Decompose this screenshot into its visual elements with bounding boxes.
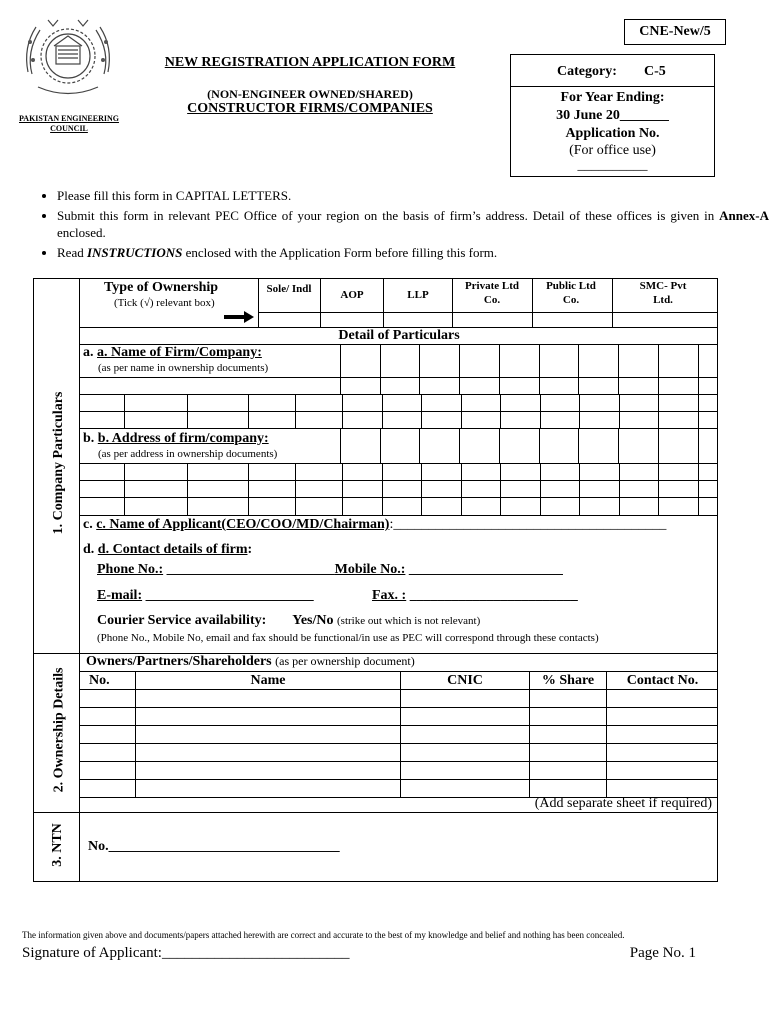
firm-name-grid-2[interactable]	[79, 394, 718, 429]
instruction-text: enclosed with the Application Form before filling this form.	[182, 245, 498, 260]
address-label: b. b. Address of firm/company:	[83, 431, 269, 446]
col-no: No.	[79, 672, 136, 690]
section-1-label: 1. Company Particulars	[51, 391, 66, 535]
phone-field[interactable]: ________________________	[163, 562, 335, 577]
signature-label: Signature of Applicant:	[22, 945, 162, 961]
firm-name-text: a. Name of Firm/Company:	[97, 345, 262, 360]
courier-label: Courier Service availability:	[97, 613, 267, 628]
instruction-text: enclosed.	[57, 225, 106, 240]
year-label: For Year Ending:	[560, 90, 665, 105]
annex-a-ref: Annex-A	[719, 208, 769, 223]
instruction-text: Submit this form in relevant PEC Office of your region on the basis of firm’s address. Detail of these offices is given in	[57, 208, 720, 223]
section-2-label: 2. Ownership Details	[51, 667, 67, 793]
applicant-row: c. c. Name of Applicant(CEO/COO/MD/Chairman):_______________________________________	[83, 517, 667, 532]
table-row[interactable]	[79, 762, 718, 780]
application-no-label: Application No.	[565, 126, 660, 141]
ownership-private[interactable]: Private Ltd Co.	[464, 280, 520, 306]
table-row[interactable]	[79, 708, 718, 726]
form-title: NEW REGISTRATION APPLICATION FORM	[164, 55, 456, 70]
fax-field[interactable]: ________________________	[406, 588, 578, 603]
add-sheet-note: (Add separate sheet if required)	[534, 796, 712, 811]
table-row[interactable]	[79, 780, 718, 798]
contact-row: d. d. Contact details of firm:	[83, 542, 253, 557]
col-name: Name	[136, 672, 401, 690]
applicant-field[interactable]: :_______________________________________	[389, 517, 667, 532]
applicant-label: c. Name of Applicant(CEO/COO/MD/Chairman)	[96, 517, 390, 532]
instruction-item	[57, 207, 769, 241]
org-name	[8, 114, 130, 134]
page-number: Page No. 1	[629, 945, 696, 961]
courier-row	[97, 613, 480, 629]
category-label: Category:	[557, 64, 617, 79]
owners-table[interactable]	[79, 671, 718, 798]
ownership-public[interactable]: Public Ltd Co.	[546, 280, 596, 306]
form-subtitle: (NON-ENGINEER OWNED/SHARED)	[207, 87, 413, 101]
ownership-label: Type of Ownership	[104, 280, 219, 295]
address-hint: (as per address in ownership documents)	[98, 448, 278, 460]
office-use-label: (For office use)	[569, 143, 656, 158]
declaration: The information given above and documents/papers attached herewith are correct and accurate to the best of my knowledge and belief and nothing has been concealed.	[22, 930, 625, 940]
org-line-1: PAKISTAN ENGINEERING	[19, 114, 119, 123]
instruction-item	[57, 187, 769, 204]
col-contact: Contact No.	[607, 672, 719, 690]
org-line-2: COUNCIL	[50, 124, 88, 133]
mobile-field[interactable]: ______________________	[405, 562, 563, 577]
owners-heading: Owners/Partners/Shareholders	[86, 654, 272, 669]
ntn-field[interactable]: _________________________________	[108, 839, 340, 854]
phone-label: Phone No.:	[97, 562, 164, 577]
table-row[interactable]	[79, 726, 718, 744]
ntn-row	[88, 839, 340, 855]
email-row	[97, 588, 314, 604]
particulars-heading: Detail of Particulars	[338, 328, 460, 343]
firm-name-label: a. a. Name of Firm/Company:	[83, 345, 262, 360]
firm-name-grid[interactable]	[79, 344, 718, 395]
col-cnic: CNIC	[401, 672, 530, 690]
email-label: E-mail:	[97, 588, 143, 603]
owners-heading-note: (as per ownership document)	[275, 654, 415, 668]
address-grid[interactable]	[79, 428, 718, 464]
address-grid-2[interactable]	[79, 463, 718, 516]
instruction-item	[57, 244, 769, 261]
year-value[interactable]: 30 June 20_______	[556, 108, 669, 123]
courier-note: (strike out which is not relevant)	[337, 615, 481, 627]
section-3-label: 3. NTN	[50, 823, 65, 867]
instruction-text: Read	[57, 245, 87, 260]
col-share: % Share	[530, 672, 607, 690]
ownership-sole[interactable]: Sole/ Indl	[266, 283, 312, 295]
instructions-ref: INSTRUCTIONS	[86, 245, 183, 260]
phone-row	[97, 562, 563, 578]
owners-heading-row	[86, 654, 415, 670]
instruction-text: Please fill this form in CAPITAL LETTERS.	[57, 188, 292, 203]
mobile-label: Mobile No.:	[334, 562, 406, 577]
ownership-smc[interactable]: SMC- Pvt Ltd.	[639, 280, 687, 306]
courier-value[interactable]: Yes/No	[292, 613, 334, 628]
email-field[interactable]: ________________________	[142, 588, 314, 603]
ownership-aop[interactable]: AOP	[340, 289, 364, 301]
arrow-right-icon	[224, 309, 256, 325]
table-row[interactable]	[79, 690, 718, 708]
pec-logo	[18, 12, 118, 104]
fax-label: Fax. :	[372, 588, 407, 603]
table-row[interactable]	[79, 744, 718, 762]
fax-row	[372, 588, 578, 604]
signature-field[interactable]: _________________________	[161, 945, 350, 961]
pec-emblem-icon	[18, 12, 118, 104]
ownership-llp[interactable]: LLP	[407, 289, 429, 301]
firm-name-hint: (as per name in ownership documents)	[98, 362, 269, 374]
signature-row	[22, 945, 349, 962]
ownership-hint: (Tick (√) relevant box)	[114, 297, 215, 309]
form-code: CNE-New/5	[624, 19, 726, 45]
ntn-label: No.	[88, 839, 109, 854]
contact-note: (Phone No., Mobile No, email and fax should be functional/in use as PEC will correspond through these contacts)	[97, 632, 599, 644]
contact-label: d. Contact details of firm	[97, 542, 248, 557]
form-subtitle-2: CONSTRUCTOR FIRMS/COMPANIES	[187, 101, 433, 116]
category-box	[510, 54, 715, 177]
instructions-list	[14, 187, 769, 264]
category-value: C-5	[644, 64, 666, 79]
office-use-blank: __________	[577, 158, 648, 173]
address-text: b. Address of firm/company:	[97, 431, 269, 446]
